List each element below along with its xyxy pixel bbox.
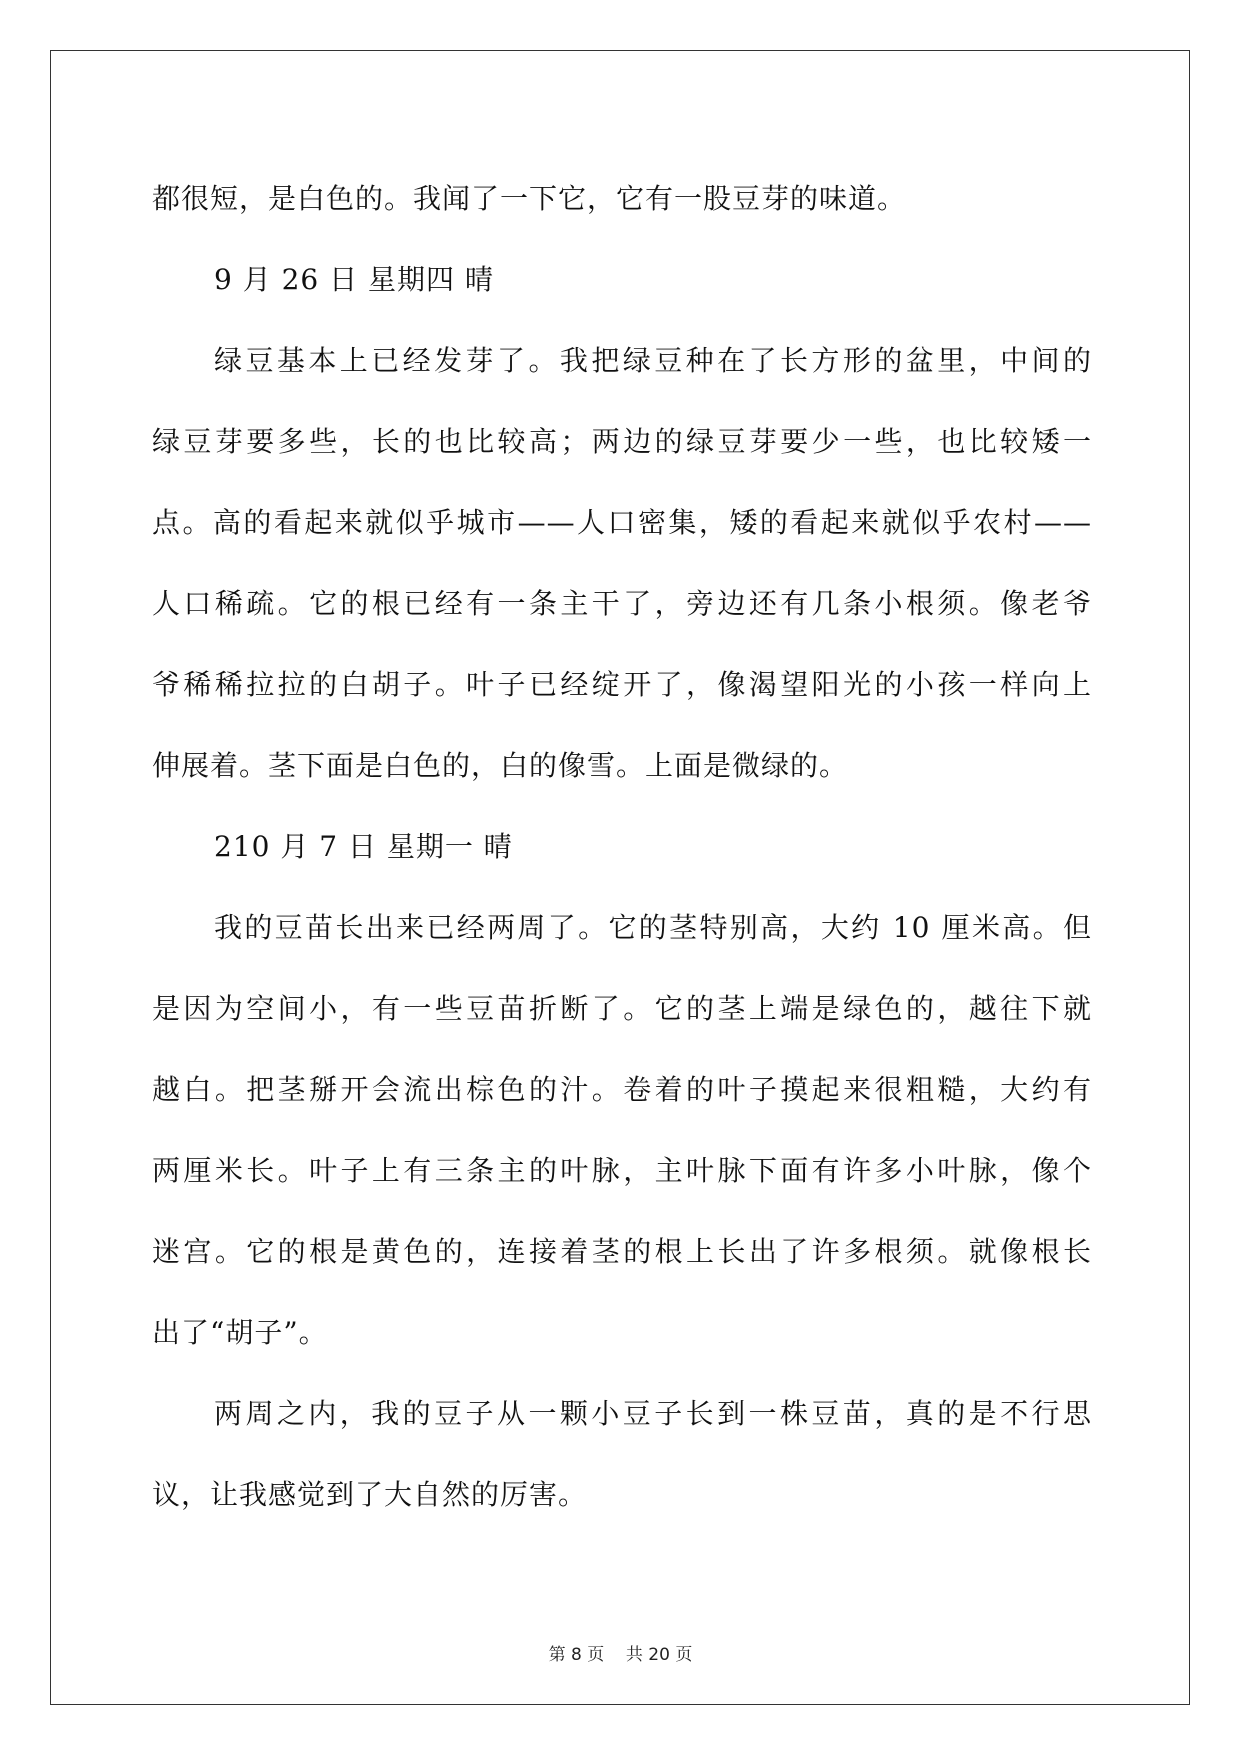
text-line: 两周之内，我的豆子从一颗小豆子长到一株豆苗，真的是不行思: [214, 1397, 1092, 1430]
text-line: 越白。把茎掰开会流出棕色的汁。卷着的叶子摸起来很粗糙，大约有: [152, 1073, 1092, 1106]
document-body: [152, 158, 1092, 1535]
text-line: 人口稀疏。它的根已经有一条主干了，旁边还有几条小根须。像老爷: [152, 587, 1092, 620]
diary-date-line: 210 月 7 日 星期一 晴: [214, 830, 513, 863]
text-line: 两厘米长。叶子上有三条主的叶脉，主叶脉下面有许多小叶脉，像个: [152, 1154, 1092, 1187]
text-line: 绿豆芽要多些，长的也比较高；两边的绿豆芽要少一些，也比较矮一: [152, 425, 1092, 458]
diary-date-line: 9 月 26 日 星期四 晴: [214, 263, 494, 296]
text-line: 绿豆基本上已经发芽了。我把绿豆种在了长方形的盆里，中间的: [214, 344, 1092, 377]
page-number-footer: 第 8 页 共 20 页: [548, 1645, 693, 1665]
text-line: 议，让我感觉到了大自然的厉害。: [152, 1478, 588, 1511]
text-line: 爷稀稀拉拉的白胡子。叶子已经绽开了，像渴望阳光的小孩一样向上: [152, 668, 1092, 701]
text-line: 伸展着。茎下面是白色的，白的像雪。上面是微绿的。: [152, 749, 849, 782]
text-line: 我的豆苗长出来已经两周了。它的茎特别高，大约 10 厘米高。但: [214, 911, 1092, 944]
text-line: 是因为空间小，有一些豆苗折断了。它的茎上端是绿色的，越往下就: [152, 992, 1092, 1025]
text-line: 出了“胡子”。: [152, 1316, 328, 1349]
text-line: 点。高的看起来就似乎城市——人口密集，矮的看起来就似乎农村——: [152, 506, 1092, 539]
text-line: 迷宫。它的根是黄色的，连接着茎的根上长出了许多根须。就像根长: [152, 1235, 1092, 1268]
text-line: 都很短，是白色的。我闻了一下它，它有一股豆芽的味道。: [152, 182, 907, 215]
